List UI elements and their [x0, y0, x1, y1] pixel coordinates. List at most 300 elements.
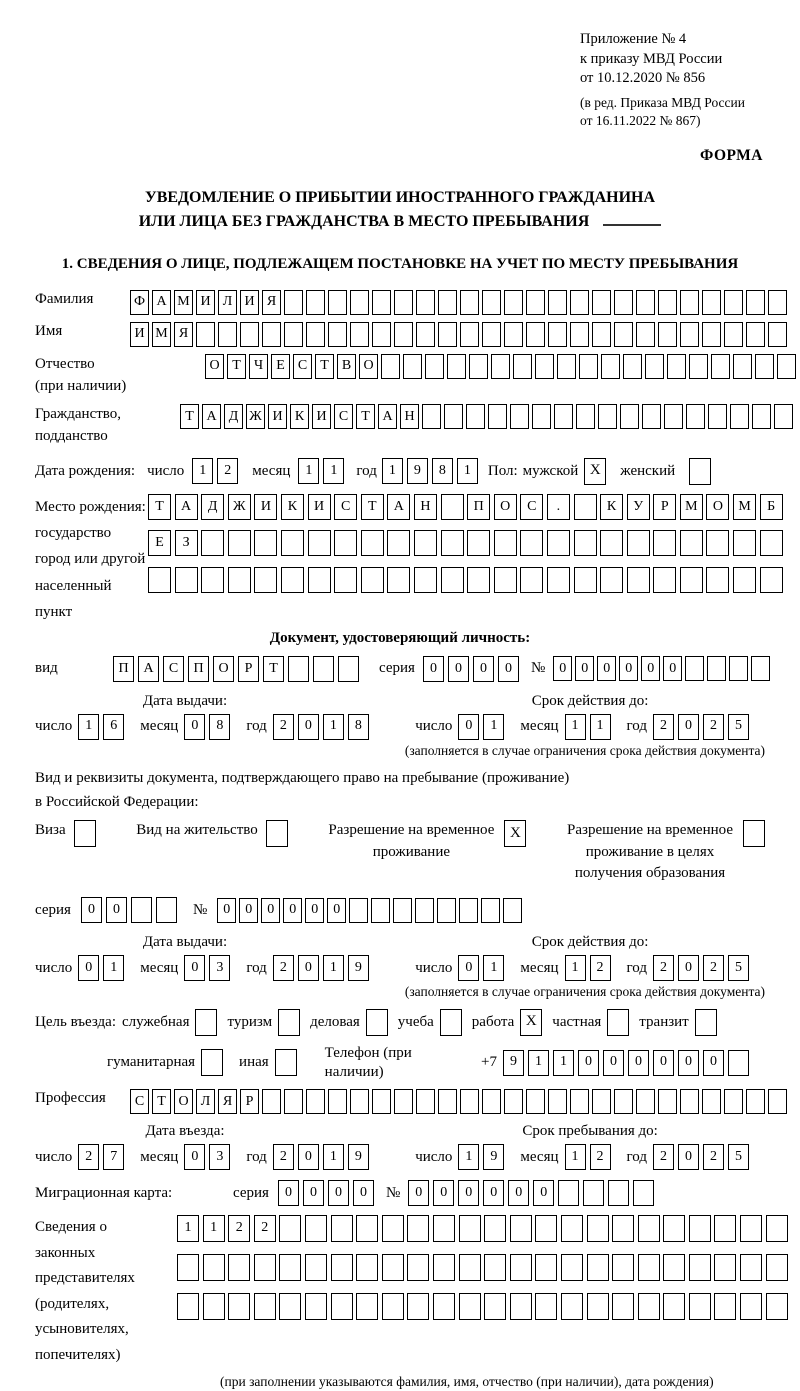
- char-cell[interactable]: [561, 1254, 583, 1281]
- char-cell[interactable]: [466, 404, 485, 429]
- char-cell[interactable]: [372, 290, 391, 315]
- char-cell[interactable]: Р: [240, 1089, 259, 1114]
- char-cell[interactable]: [513, 354, 532, 379]
- char-cell[interactable]: 2: [590, 1144, 611, 1170]
- char-cell[interactable]: [177, 1293, 199, 1320]
- char-cell[interactable]: М: [733, 494, 756, 520]
- char-cell[interactable]: С: [520, 494, 543, 520]
- char-cell[interactable]: 8: [209, 714, 230, 740]
- char-cell[interactable]: [371, 898, 390, 923]
- char-cell[interactable]: [614, 1089, 633, 1114]
- char-cell[interactable]: [740, 1215, 762, 1242]
- char-cell[interactable]: 9: [407, 458, 428, 484]
- char-cell[interactable]: [281, 567, 304, 593]
- char-cell[interactable]: [334, 530, 357, 556]
- char-cell[interactable]: 8: [348, 714, 369, 740]
- char-cell[interactable]: [592, 290, 611, 315]
- doc-valid-day[interactable]: [458, 714, 508, 740]
- char-cell[interactable]: [612, 1215, 634, 1242]
- char-cell[interactable]: 0: [353, 1180, 374, 1206]
- char-cell[interactable]: [425, 354, 444, 379]
- char-cell[interactable]: 0: [678, 714, 699, 740]
- char-cell[interactable]: И: [268, 404, 287, 429]
- char-cell[interactable]: С: [163, 656, 184, 682]
- doc-series-boxes[interactable]: [423, 656, 523, 682]
- char-cell[interactable]: [740, 1254, 762, 1281]
- patronymic-boxes[interactable]: [205, 354, 799, 379]
- char-cell[interactable]: [535, 1254, 557, 1281]
- char-cell[interactable]: [638, 1254, 660, 1281]
- char-cell[interactable]: 0: [575, 656, 594, 681]
- char-cell[interactable]: [554, 404, 573, 429]
- char-cell[interactable]: [689, 1215, 711, 1242]
- char-cell[interactable]: [356, 1254, 378, 1281]
- char-cell[interactable]: 9: [483, 1144, 504, 1170]
- char-cell[interactable]: 1: [565, 955, 586, 981]
- char-cell[interactable]: [636, 322, 655, 347]
- char-cell[interactable]: А: [202, 404, 221, 429]
- char-cell[interactable]: [574, 494, 597, 520]
- char-cell[interactable]: [494, 530, 517, 556]
- stay-month[interactable]: [565, 1144, 615, 1170]
- char-cell[interactable]: 2: [653, 1144, 674, 1170]
- char-cell[interactable]: [548, 290, 567, 315]
- char-cell[interactable]: [356, 1215, 378, 1242]
- char-cell[interactable]: [382, 1254, 404, 1281]
- char-cell[interactable]: 0: [184, 1144, 205, 1170]
- char-cell[interactable]: П: [467, 494, 490, 520]
- char-cell[interactable]: [407, 1254, 429, 1281]
- char-cell[interactable]: [653, 530, 676, 556]
- char-cell[interactable]: [196, 322, 215, 347]
- char-cell[interactable]: [636, 1089, 655, 1114]
- char-cell[interactable]: [592, 1089, 611, 1114]
- char-cell[interactable]: 0: [663, 656, 682, 681]
- char-cell[interactable]: Р: [653, 494, 676, 520]
- char-cell[interactable]: В: [337, 354, 356, 379]
- char-cell[interactable]: 8: [432, 458, 453, 484]
- char-cell[interactable]: [583, 1180, 604, 1206]
- char-cell[interactable]: [547, 530, 570, 556]
- char-cell[interactable]: [526, 290, 545, 315]
- char-cell[interactable]: 0: [448, 656, 469, 682]
- char-cell[interactable]: [766, 1215, 788, 1242]
- char-cell[interactable]: [532, 404, 551, 429]
- char-cell[interactable]: [381, 354, 400, 379]
- char-cell[interactable]: [441, 494, 464, 520]
- char-cell[interactable]: [768, 290, 787, 315]
- char-cell[interactable]: [361, 530, 384, 556]
- birth-month-boxes[interactable]: [298, 458, 348, 484]
- char-cell[interactable]: [433, 1254, 455, 1281]
- char-cell[interactable]: 0: [78, 955, 99, 981]
- char-cell[interactable]: 0: [508, 1180, 529, 1206]
- char-cell[interactable]: [394, 1089, 413, 1114]
- char-cell[interactable]: И: [240, 290, 259, 315]
- char-cell[interactable]: [203, 1293, 225, 1320]
- char-cell[interactable]: [689, 1254, 711, 1281]
- visa-checkbox[interactable]: [74, 820, 96, 847]
- char-cell[interactable]: [393, 898, 412, 923]
- char-cell[interactable]: М: [152, 322, 171, 347]
- char-cell[interactable]: 0: [278, 1180, 299, 1206]
- char-cell[interactable]: [228, 1254, 250, 1281]
- char-cell[interactable]: З: [175, 530, 198, 556]
- char-cell[interactable]: Ж: [228, 494, 251, 520]
- char-cell[interactable]: [308, 567, 331, 593]
- char-cell[interactable]: [733, 354, 752, 379]
- char-cell[interactable]: 0: [261, 898, 280, 923]
- char-cell[interactable]: [711, 354, 730, 379]
- char-cell[interactable]: 1: [457, 458, 478, 484]
- char-cell[interactable]: [415, 898, 434, 923]
- char-cell[interactable]: 1: [565, 714, 586, 740]
- char-cell[interactable]: [484, 1254, 506, 1281]
- char-cell[interactable]: 1: [323, 1144, 344, 1170]
- char-cell[interactable]: [653, 567, 676, 593]
- char-cell[interactable]: [714, 1293, 736, 1320]
- char-cell[interactable]: [203, 1254, 225, 1281]
- char-cell[interactable]: Д: [224, 404, 243, 429]
- purpose-humanitarian-checkbox[interactable]: [201, 1049, 223, 1076]
- mig-series-boxes[interactable]: [278, 1180, 378, 1206]
- char-cell[interactable]: [334, 567, 357, 593]
- char-cell[interactable]: [441, 530, 464, 556]
- char-cell[interactable]: [600, 530, 623, 556]
- char-cell[interactable]: [279, 1215, 301, 1242]
- char-cell[interactable]: [740, 1293, 762, 1320]
- char-cell[interactable]: [284, 322, 303, 347]
- char-cell[interactable]: Д: [201, 494, 224, 520]
- char-cell[interactable]: [437, 898, 456, 923]
- phone-boxes[interactable]: [503, 1050, 753, 1076]
- char-cell[interactable]: К: [281, 494, 304, 520]
- residence-permit-checkbox[interactable]: [266, 820, 288, 847]
- char-cell[interactable]: 2: [703, 955, 724, 981]
- char-cell[interactable]: [254, 1293, 276, 1320]
- char-cell[interactable]: 3: [209, 1144, 230, 1170]
- char-cell[interactable]: [766, 1254, 788, 1281]
- char-cell[interactable]: X: [520, 1009, 542, 1036]
- char-cell[interactable]: [535, 354, 554, 379]
- char-cell[interactable]: [760, 530, 783, 556]
- char-cell[interactable]: [658, 1089, 677, 1114]
- char-cell[interactable]: [766, 1293, 788, 1320]
- female-checkbox[interactable]: [689, 458, 711, 485]
- char-cell[interactable]: [481, 898, 500, 923]
- char-cell[interactable]: Л: [196, 1089, 215, 1114]
- char-cell[interactable]: [685, 656, 704, 681]
- char-cell[interactable]: [733, 567, 756, 593]
- char-cell[interactable]: 2: [254, 1215, 276, 1242]
- char-cell[interactable]: [746, 1089, 765, 1114]
- char-cell[interactable]: К: [290, 404, 309, 429]
- entry-month[interactable]: [184, 1144, 234, 1170]
- char-cell[interactable]: [482, 322, 501, 347]
- char-cell[interactable]: [714, 1254, 736, 1281]
- char-cell[interactable]: [394, 322, 413, 347]
- char-cell[interactable]: [645, 354, 664, 379]
- char-cell[interactable]: [366, 1009, 388, 1036]
- char-cell[interactable]: 0: [473, 656, 494, 682]
- doc-valid-month[interactable]: [565, 714, 615, 740]
- char-cell[interactable]: 0: [106, 897, 127, 923]
- char-cell[interactable]: Л: [218, 290, 237, 315]
- char-cell[interactable]: [467, 530, 490, 556]
- char-cell[interactable]: 0: [578, 1050, 599, 1076]
- char-cell[interactable]: [349, 898, 368, 923]
- char-cell[interactable]: [284, 1089, 303, 1114]
- char-cell[interactable]: [612, 1293, 634, 1320]
- char-cell[interactable]: [372, 322, 391, 347]
- char-cell[interactable]: [774, 404, 793, 429]
- char-cell[interactable]: [328, 290, 347, 315]
- char-cell[interactable]: И: [130, 322, 149, 347]
- option-visa[interactable]: Виза: [35, 820, 96, 847]
- char-cell[interactable]: О: [174, 1089, 193, 1114]
- char-cell[interactable]: 1: [483, 714, 504, 740]
- char-cell[interactable]: [305, 1215, 327, 1242]
- char-cell[interactable]: И: [312, 404, 331, 429]
- char-cell[interactable]: .: [547, 494, 570, 520]
- char-cell[interactable]: Р: [238, 656, 259, 682]
- char-cell[interactable]: А: [138, 656, 159, 682]
- char-cell[interactable]: Т: [361, 494, 384, 520]
- char-cell[interactable]: 2: [703, 714, 724, 740]
- char-cell[interactable]: [266, 820, 288, 847]
- char-cell[interactable]: [441, 567, 464, 593]
- char-cell[interactable]: [733, 530, 756, 556]
- char-cell[interactable]: [356, 1293, 378, 1320]
- char-cell[interactable]: [275, 1049, 297, 1076]
- char-cell[interactable]: [752, 404, 771, 429]
- char-cell[interactable]: [338, 656, 359, 682]
- char-cell[interactable]: [702, 322, 721, 347]
- char-cell[interactable]: С: [334, 494, 357, 520]
- char-cell[interactable]: [433, 1293, 455, 1320]
- male-checkbox[interactable]: [584, 458, 606, 485]
- char-cell[interactable]: [689, 458, 711, 485]
- char-cell[interactable]: [201, 1049, 223, 1076]
- char-cell[interactable]: [592, 322, 611, 347]
- char-cell[interactable]: 0: [678, 1144, 699, 1170]
- char-cell[interactable]: [331, 1254, 353, 1281]
- char-cell[interactable]: [262, 322, 281, 347]
- char-cell[interactable]: [728, 1050, 749, 1076]
- char-cell[interactable]: [620, 404, 639, 429]
- firstname-boxes[interactable]: [130, 322, 790, 347]
- char-cell[interactable]: 0: [408, 1180, 429, 1206]
- char-cell[interactable]: [306, 290, 325, 315]
- char-cell[interactable]: [279, 1254, 301, 1281]
- char-cell[interactable]: [574, 530, 597, 556]
- char-cell[interactable]: [281, 530, 304, 556]
- char-cell[interactable]: [440, 1009, 462, 1036]
- char-cell[interactable]: Е: [148, 530, 171, 556]
- char-cell[interactable]: [607, 1009, 629, 1036]
- char-cell[interactable]: [579, 354, 598, 379]
- char-cell[interactable]: [535, 1215, 557, 1242]
- char-cell[interactable]: [548, 322, 567, 347]
- char-cell[interactable]: 1: [192, 458, 213, 484]
- citizenship-boxes[interactable]: [180, 404, 796, 429]
- purpose-private-checkbox[interactable]: [607, 1009, 629, 1036]
- birth-year-boxes[interactable]: [382, 458, 482, 484]
- char-cell[interactable]: 0: [81, 897, 102, 923]
- char-cell[interactable]: Я: [218, 1089, 237, 1114]
- char-cell[interactable]: Т: [152, 1089, 171, 1114]
- char-cell[interactable]: [707, 656, 726, 681]
- char-cell[interactable]: 1: [382, 458, 403, 484]
- char-cell[interactable]: [638, 1293, 660, 1320]
- char-cell[interactable]: [636, 290, 655, 315]
- char-cell[interactable]: 2: [273, 955, 294, 981]
- char-cell[interactable]: 9: [348, 1144, 369, 1170]
- rvp-valid-month[interactable]: [565, 955, 615, 981]
- rvp-number-boxes[interactable]: [217, 898, 525, 923]
- char-cell[interactable]: Ж: [246, 404, 265, 429]
- char-cell[interactable]: [576, 404, 595, 429]
- char-cell[interactable]: [254, 567, 277, 593]
- char-cell[interactable]: [201, 530, 224, 556]
- char-cell[interactable]: 2: [653, 955, 674, 981]
- char-cell[interactable]: 7: [103, 1144, 124, 1170]
- char-cell[interactable]: [438, 1089, 457, 1114]
- char-cell[interactable]: [459, 1293, 481, 1320]
- char-cell[interactable]: А: [387, 494, 410, 520]
- char-cell[interactable]: 1: [103, 955, 124, 981]
- char-cell[interactable]: [394, 290, 413, 315]
- char-cell[interactable]: [416, 290, 435, 315]
- char-cell[interactable]: 9: [503, 1050, 524, 1076]
- rvp-valid-year[interactable]: [653, 955, 753, 981]
- char-cell[interactable]: 0: [184, 955, 205, 981]
- char-cell[interactable]: [526, 1089, 545, 1114]
- char-cell[interactable]: [350, 322, 369, 347]
- surname-boxes[interactable]: [130, 290, 790, 315]
- doc-valid-year[interactable]: [653, 714, 753, 740]
- char-cell[interactable]: [680, 322, 699, 347]
- char-cell[interactable]: [504, 290, 523, 315]
- char-cell[interactable]: 2: [228, 1215, 250, 1242]
- representatives-row1[interactable]: [177, 1215, 791, 1242]
- char-cell[interactable]: О: [359, 354, 378, 379]
- char-cell[interactable]: [658, 322, 677, 347]
- char-cell[interactable]: 2: [273, 1144, 294, 1170]
- char-cell[interactable]: 0: [327, 898, 346, 923]
- char-cell[interactable]: [482, 1089, 501, 1114]
- purpose-study-checkbox[interactable]: [440, 1009, 462, 1036]
- birth-place-row3[interactable]: [148, 567, 786, 593]
- char-cell[interactable]: П: [188, 656, 209, 682]
- char-cell[interactable]: [746, 322, 765, 347]
- char-cell[interactable]: Т: [356, 404, 375, 429]
- purpose-business-checkbox[interactable]: [366, 1009, 388, 1036]
- rvp-issue-year[interactable]: [273, 955, 373, 981]
- char-cell[interactable]: Ф: [130, 290, 149, 315]
- char-cell[interactable]: [702, 290, 721, 315]
- char-cell[interactable]: [680, 1089, 699, 1114]
- char-cell[interactable]: О: [213, 656, 234, 682]
- char-cell[interactable]: [608, 1180, 629, 1206]
- char-cell[interactable]: О: [205, 354, 224, 379]
- char-cell[interactable]: С: [293, 354, 312, 379]
- char-cell[interactable]: [526, 322, 545, 347]
- char-cell[interactable]: 0: [553, 656, 572, 681]
- char-cell[interactable]: [664, 404, 683, 429]
- char-cell[interactable]: [755, 354, 774, 379]
- char-cell[interactable]: 1: [203, 1215, 225, 1242]
- char-cell[interactable]: 0: [303, 1180, 324, 1206]
- char-cell[interactable]: [74, 820, 96, 847]
- char-cell[interactable]: [382, 1215, 404, 1242]
- char-cell[interactable]: [306, 1089, 325, 1114]
- char-cell[interactable]: [689, 1293, 711, 1320]
- char-cell[interactable]: [760, 567, 783, 593]
- char-cell[interactable]: [240, 322, 259, 347]
- char-cell[interactable]: Т: [180, 404, 199, 429]
- char-cell[interactable]: [459, 898, 478, 923]
- char-cell[interactable]: 0: [458, 955, 479, 981]
- char-cell[interactable]: Н: [400, 404, 419, 429]
- char-cell[interactable]: [724, 1089, 743, 1114]
- char-cell[interactable]: [156, 897, 177, 923]
- char-cell[interactable]: [447, 354, 466, 379]
- char-cell[interactable]: И: [254, 494, 277, 520]
- char-cell[interactable]: 0: [641, 656, 660, 681]
- char-cell[interactable]: Н: [414, 494, 437, 520]
- char-cell[interactable]: [680, 530, 703, 556]
- char-cell[interactable]: С: [334, 404, 353, 429]
- char-cell[interactable]: [558, 1180, 579, 1206]
- char-cell[interactable]: 2: [273, 714, 294, 740]
- rvp-issue-month[interactable]: [184, 955, 234, 981]
- char-cell[interactable]: [535, 1293, 557, 1320]
- char-cell[interactable]: [504, 322, 523, 347]
- char-cell[interactable]: [313, 656, 334, 682]
- char-cell[interactable]: 1: [323, 458, 344, 484]
- char-cell[interactable]: 5: [728, 955, 749, 981]
- char-cell[interactable]: О: [706, 494, 729, 520]
- entry-day[interactable]: [78, 1144, 128, 1170]
- birth-place-row1[interactable]: [148, 494, 786, 520]
- doc-issue-year[interactable]: [273, 714, 373, 740]
- char-cell[interactable]: [547, 567, 570, 593]
- char-cell[interactable]: [680, 567, 703, 593]
- char-cell[interactable]: 2: [78, 1144, 99, 1170]
- char-cell[interactable]: Я: [262, 290, 281, 315]
- entry-year[interactable]: [273, 1144, 373, 1170]
- birth-place-row2[interactable]: [148, 530, 786, 556]
- option-temporary-residence[interactable]: Разрешение на временное проживание X: [328, 820, 526, 864]
- char-cell[interactable]: [407, 1215, 429, 1242]
- purpose-transit-checkbox[interactable]: [695, 1009, 717, 1036]
- char-cell[interactable]: [482, 290, 501, 315]
- char-cell[interactable]: 2: [703, 1144, 724, 1170]
- char-cell[interactable]: [372, 1089, 391, 1114]
- char-cell[interactable]: 0: [458, 714, 479, 740]
- char-cell[interactable]: [587, 1215, 609, 1242]
- char-cell[interactable]: 2: [653, 714, 674, 740]
- char-cell[interactable]: [195, 1009, 217, 1036]
- char-cell[interactable]: [724, 322, 743, 347]
- char-cell[interactable]: 0: [533, 1180, 554, 1206]
- char-cell[interactable]: 0: [619, 656, 638, 681]
- purpose-other-checkbox[interactable]: [275, 1049, 297, 1076]
- char-cell[interactable]: [308, 530, 331, 556]
- char-cell[interactable]: [201, 567, 224, 593]
- char-cell[interactable]: [730, 404, 749, 429]
